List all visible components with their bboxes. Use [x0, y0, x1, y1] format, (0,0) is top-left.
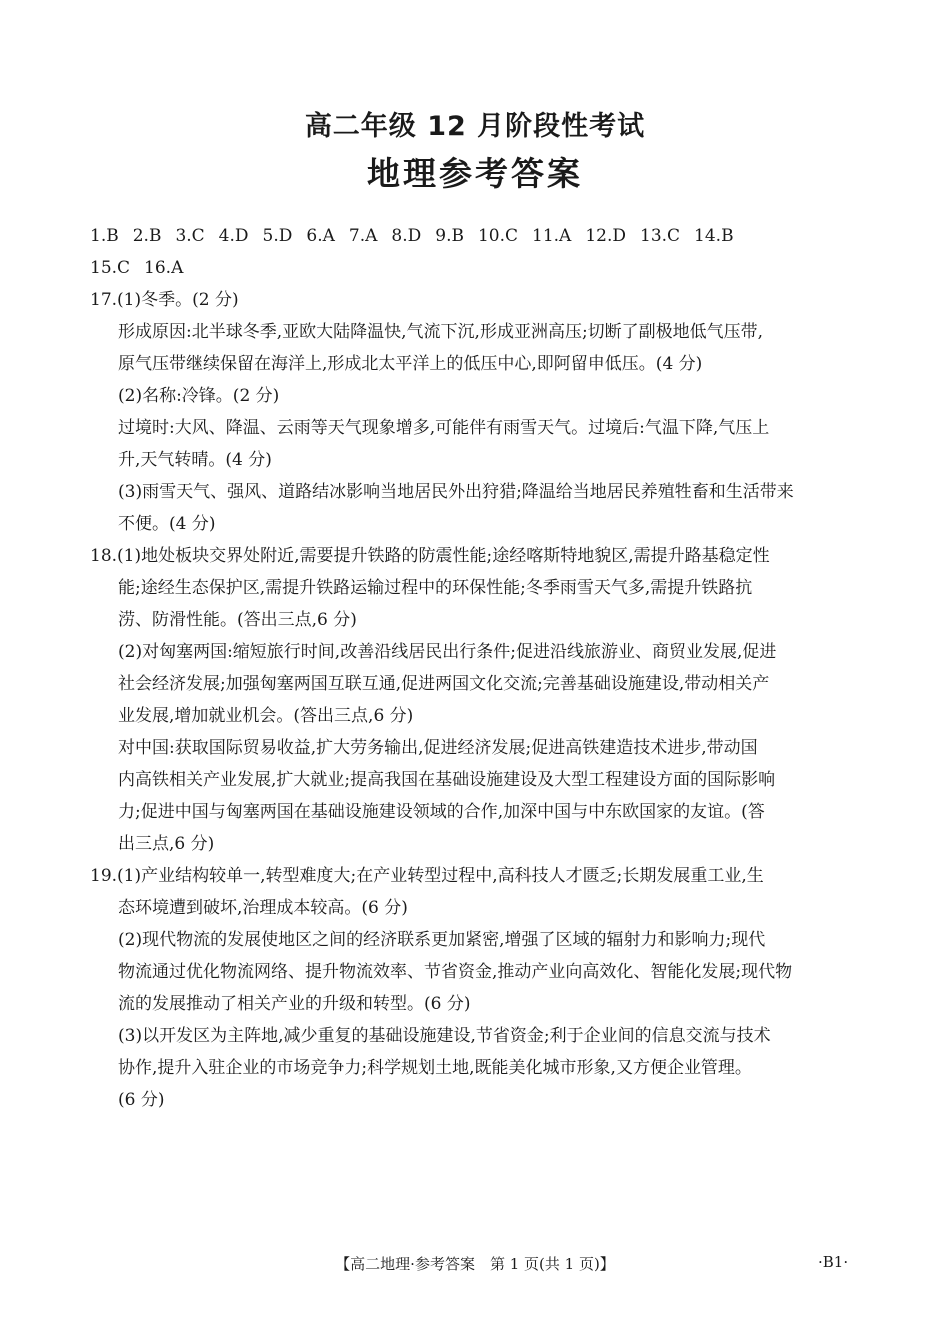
q17-weather-line: 升,天气转晴。(4 分)	[118, 450, 272, 470]
choice-answer: 7.A	[348, 226, 378, 246]
q18-part2: (2)对匈塞两国:缩短旅行时间,改善沿线居民出行条件;促进沿线旅游业、商贸业发展,促进	[118, 642, 777, 662]
choice-answer: 16.A	[144, 258, 184, 278]
q19-part3: (3)以开发区为主阵地,减少重复的基础设施建设,节省资金;利于企业间的信息交流与技术	[118, 1026, 771, 1046]
q18-china-line: 内高铁相关产业发展,扩大就业;提高我国在基础设施建设及大型工程建设方面的国际影响	[118, 770, 776, 790]
page-footer: 【高二地理·参考答案 第 1 页(共 1 页)】	[335, 1255, 615, 1273]
q19-part2-line: 物流通过优化物流网络、提升物流效率、节省资金,推动产业向高效化、智能化发展;现代物	[118, 962, 793, 982]
q18-part2-line: 社会经济发展;加强匈塞两国互联互通,促进两国文化交流;完善基础设施建设,带动相关产	[118, 674, 770, 694]
choice-answer: 2.B	[132, 226, 162, 246]
q18-part1-line: 涝、防滑性能。(答出三点,6 分)	[118, 610, 357, 630]
q17-part2: (2)名称:冷锋。(2 分)	[118, 386, 280, 406]
q17-part1: 17.(1)冬季。(2 分)	[90, 290, 239, 310]
q18-china-line: 对中国:获取国际贸易收益,扩大劳务输出,促进经济发展;促进高铁建造技术进步,带动国	[118, 738, 758, 758]
choice-answer: 3.C	[175, 226, 205, 246]
q19-part1: 19.(1)产业结构较单一,转型难度大;在产业转型过程中,高科技人才匮乏;长期发展重工业,生	[90, 866, 764, 886]
choice-answer: 8.D	[391, 226, 422, 246]
choice-answer: 15.C	[90, 258, 131, 278]
q19-part2: (2)现代物流的发展使地区之间的经济联系更加紧密,增强了区域的辐射力和影响力;现代	[118, 930, 766, 950]
choice-answer: 11.A	[532, 226, 572, 246]
choice-answer: 1.B	[90, 226, 119, 246]
q17-part3: (3)雨雪天气、强风、道路结冰影响当地居民外出狩猎;降温给当地居民养殖牲畜和生活带来	[118, 482, 794, 502]
q19-part2-line: 流的发展推动了相关产业的升级和转型。(6 分)	[118, 994, 471, 1014]
document-title: 高二年级 12 月阶段性考试	[304, 111, 646, 142]
page-code: ·B1·	[818, 1253, 849, 1271]
choice-answer: 10.C	[477, 226, 519, 246]
q19-part3-line: 协作,提升入驻企业的市场竞争力;科学规划土地,既能美化城市形象,又方便企业管理。	[118, 1058, 752, 1078]
choice-answers-row-2	[90, 258, 197, 278]
q17-cause-line: 形成原因:北半球冬季,亚欧大陆降温快,气流下沉,形成亚洲高压;切断了副极地低气压带,	[118, 322, 764, 342]
q18-part2-line: 业发展,增加就业机会。(答出三点,6 分)	[118, 706, 414, 726]
choice-answer: 14.B	[694, 226, 734, 246]
q19-part1-line: 态环境遭到破坏,治理成本较高。(6 分)	[118, 898, 408, 918]
q19-part3-line: (6 分)	[118, 1090, 165, 1110]
choice-answer: 13.C	[640, 226, 681, 246]
choice-answer: 4.D	[218, 226, 249, 246]
q18-part1-line: 能;途经生态保护区,需提升铁路运输过程中的环保性能;冬季雨雪天气多,需提升铁路抗	[118, 578, 753, 598]
choice-answers-row-1	[90, 226, 748, 246]
q17-cause-line: 原气压带继续保留在海洋上,形成北太平洋上的低压中心,即阿留申低压。(4 分)	[118, 354, 703, 374]
q18-part1: 18.(1)地处板块交界处附近,需要提升铁路的防震性能;途经喀斯特地貌区,需提升路基稳定性	[90, 546, 770, 566]
choice-answer: 9.B	[435, 226, 464, 246]
choice-answer: 5.D	[262, 226, 293, 246]
document-subtitle: 地理参考答案	[367, 154, 583, 193]
choice-answer: 6.A	[306, 226, 335, 246]
q18-china-line: 力;促进中国与匈塞两国在基础设施建设领域的合作,加深中国与中东欧国家的友谊。(答	[118, 802, 765, 822]
q18-china-line: 出三点,6 分)	[118, 834, 215, 854]
choice-answer: 12.D	[585, 226, 626, 246]
q17-part3-line: 不便。(4 分)	[118, 514, 216, 534]
q17-weather-line: 过境时:大风、降温、云雨等天气现象增多,可能伴有雨雪天气。过境后:气温下降,气压上	[118, 418, 770, 438]
